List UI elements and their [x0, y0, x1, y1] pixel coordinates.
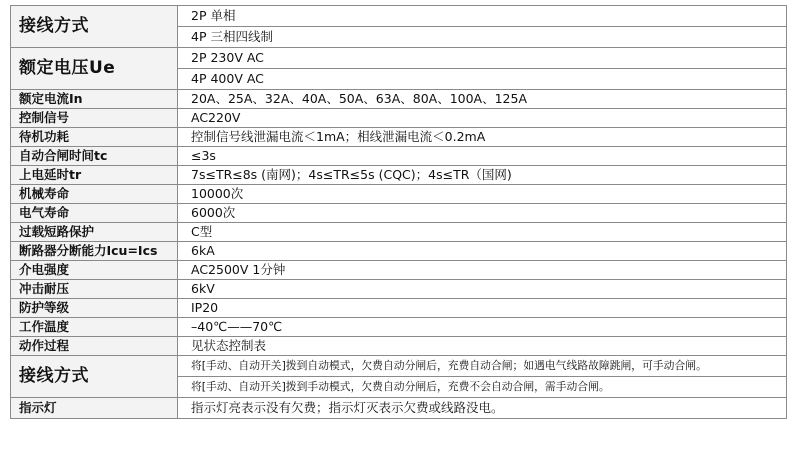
row-label-mechanical-life: 机械寿命	[11, 185, 178, 204]
table-row	[11, 242, 787, 261]
row-value: AC2500V 1分钟	[178, 261, 787, 280]
table-row	[11, 166, 787, 185]
row-value: 4P 400V AC	[178, 69, 787, 90]
table-row	[11, 398, 787, 419]
row-value: 6kA	[178, 242, 787, 261]
row-label-breaking-capacity: 断路器分断能力Icu=Ics	[11, 242, 178, 261]
row-value: 7s≤TR≤8s (南网)；4s≤TR≤5s (CQC)；4s≤TR（国网)	[178, 166, 787, 185]
row-value: 6000次	[178, 204, 787, 223]
table-row	[11, 223, 787, 242]
row-value: –40℃——70℃	[178, 318, 787, 337]
row-value: ≤3s	[178, 147, 787, 166]
table-row	[11, 356, 787, 377]
table-row	[11, 185, 787, 204]
table-row	[11, 204, 787, 223]
row-label-indicator-light: 指示灯	[11, 398, 178, 419]
table-row	[11, 299, 787, 318]
row-value: 6kV	[178, 280, 787, 299]
row-value: 指示灯亮表示没有欠费；指示灯灭表示欠费或线路没电。	[178, 398, 787, 419]
table-row	[11, 90, 787, 109]
row-value: 将[手动、自动开关]拨到自动模式，欠费自动分闸后，充费自动合闸；如遇电气线路故障跳闸，可手动合闸。	[178, 356, 787, 377]
row-label-auto-close-time: 自动合闸时间tc	[11, 147, 178, 166]
row-value: C型	[178, 223, 787, 242]
row-value: 10000次	[178, 185, 787, 204]
row-label-power-on-delay: 上电延时tr	[11, 166, 178, 185]
row-label-impulse-withstand: 冲击耐压	[11, 280, 178, 299]
row-label-control-signal: 控制信号	[11, 109, 178, 128]
row-label-wiring-mode: 接线方式	[11, 6, 178, 48]
row-value: 2P 单相	[178, 6, 787, 27]
row-value: 4P 三相四线制	[178, 27, 787, 48]
table-row	[11, 48, 787, 69]
table-row	[11, 147, 787, 166]
row-value: 控制信号线泄漏电流＜1mA；相线泄漏电流＜0.2mA	[178, 128, 787, 147]
row-label-wiring-mode-operation: 接线方式	[11, 356, 178, 398]
table-row	[11, 128, 787, 147]
table-row	[11, 280, 787, 299]
row-label-protection-grade: 防护等级	[11, 299, 178, 318]
row-label-rated-current: 额定电流In	[11, 90, 178, 109]
row-value: IP20	[178, 299, 787, 318]
row-value: 将[手动、自动开关]拨到手动模式，欠费自动分闸后，充费不会自动合闸，需手动合闸。	[178, 377, 787, 398]
row-value: AC220V	[178, 109, 787, 128]
row-label-action-process: 动作过程	[11, 337, 178, 356]
row-label-overload-protection: 过载短路保护	[11, 223, 178, 242]
row-label-standby-power: 待机功耗	[11, 128, 178, 147]
row-value: 20A、25A、32A、40A、50A、63A、80A、100A、125A	[178, 90, 787, 109]
table-row	[11, 6, 787, 27]
table-row	[11, 109, 787, 128]
row-value: 2P 230V AC	[178, 48, 787, 69]
spec-table	[10, 5, 787, 419]
table-row	[11, 337, 787, 356]
table-row	[11, 318, 787, 337]
row-label-rated-voltage: 额定电压Ue	[11, 48, 178, 90]
row-label-operating-temperature: 工作温度	[11, 318, 178, 337]
row-label-electrical-life: 电气寿命	[11, 204, 178, 223]
row-label-dielectric-strength: 介电强度	[11, 261, 178, 280]
table-row	[11, 261, 787, 280]
row-value: 见状态控制表	[178, 337, 787, 356]
